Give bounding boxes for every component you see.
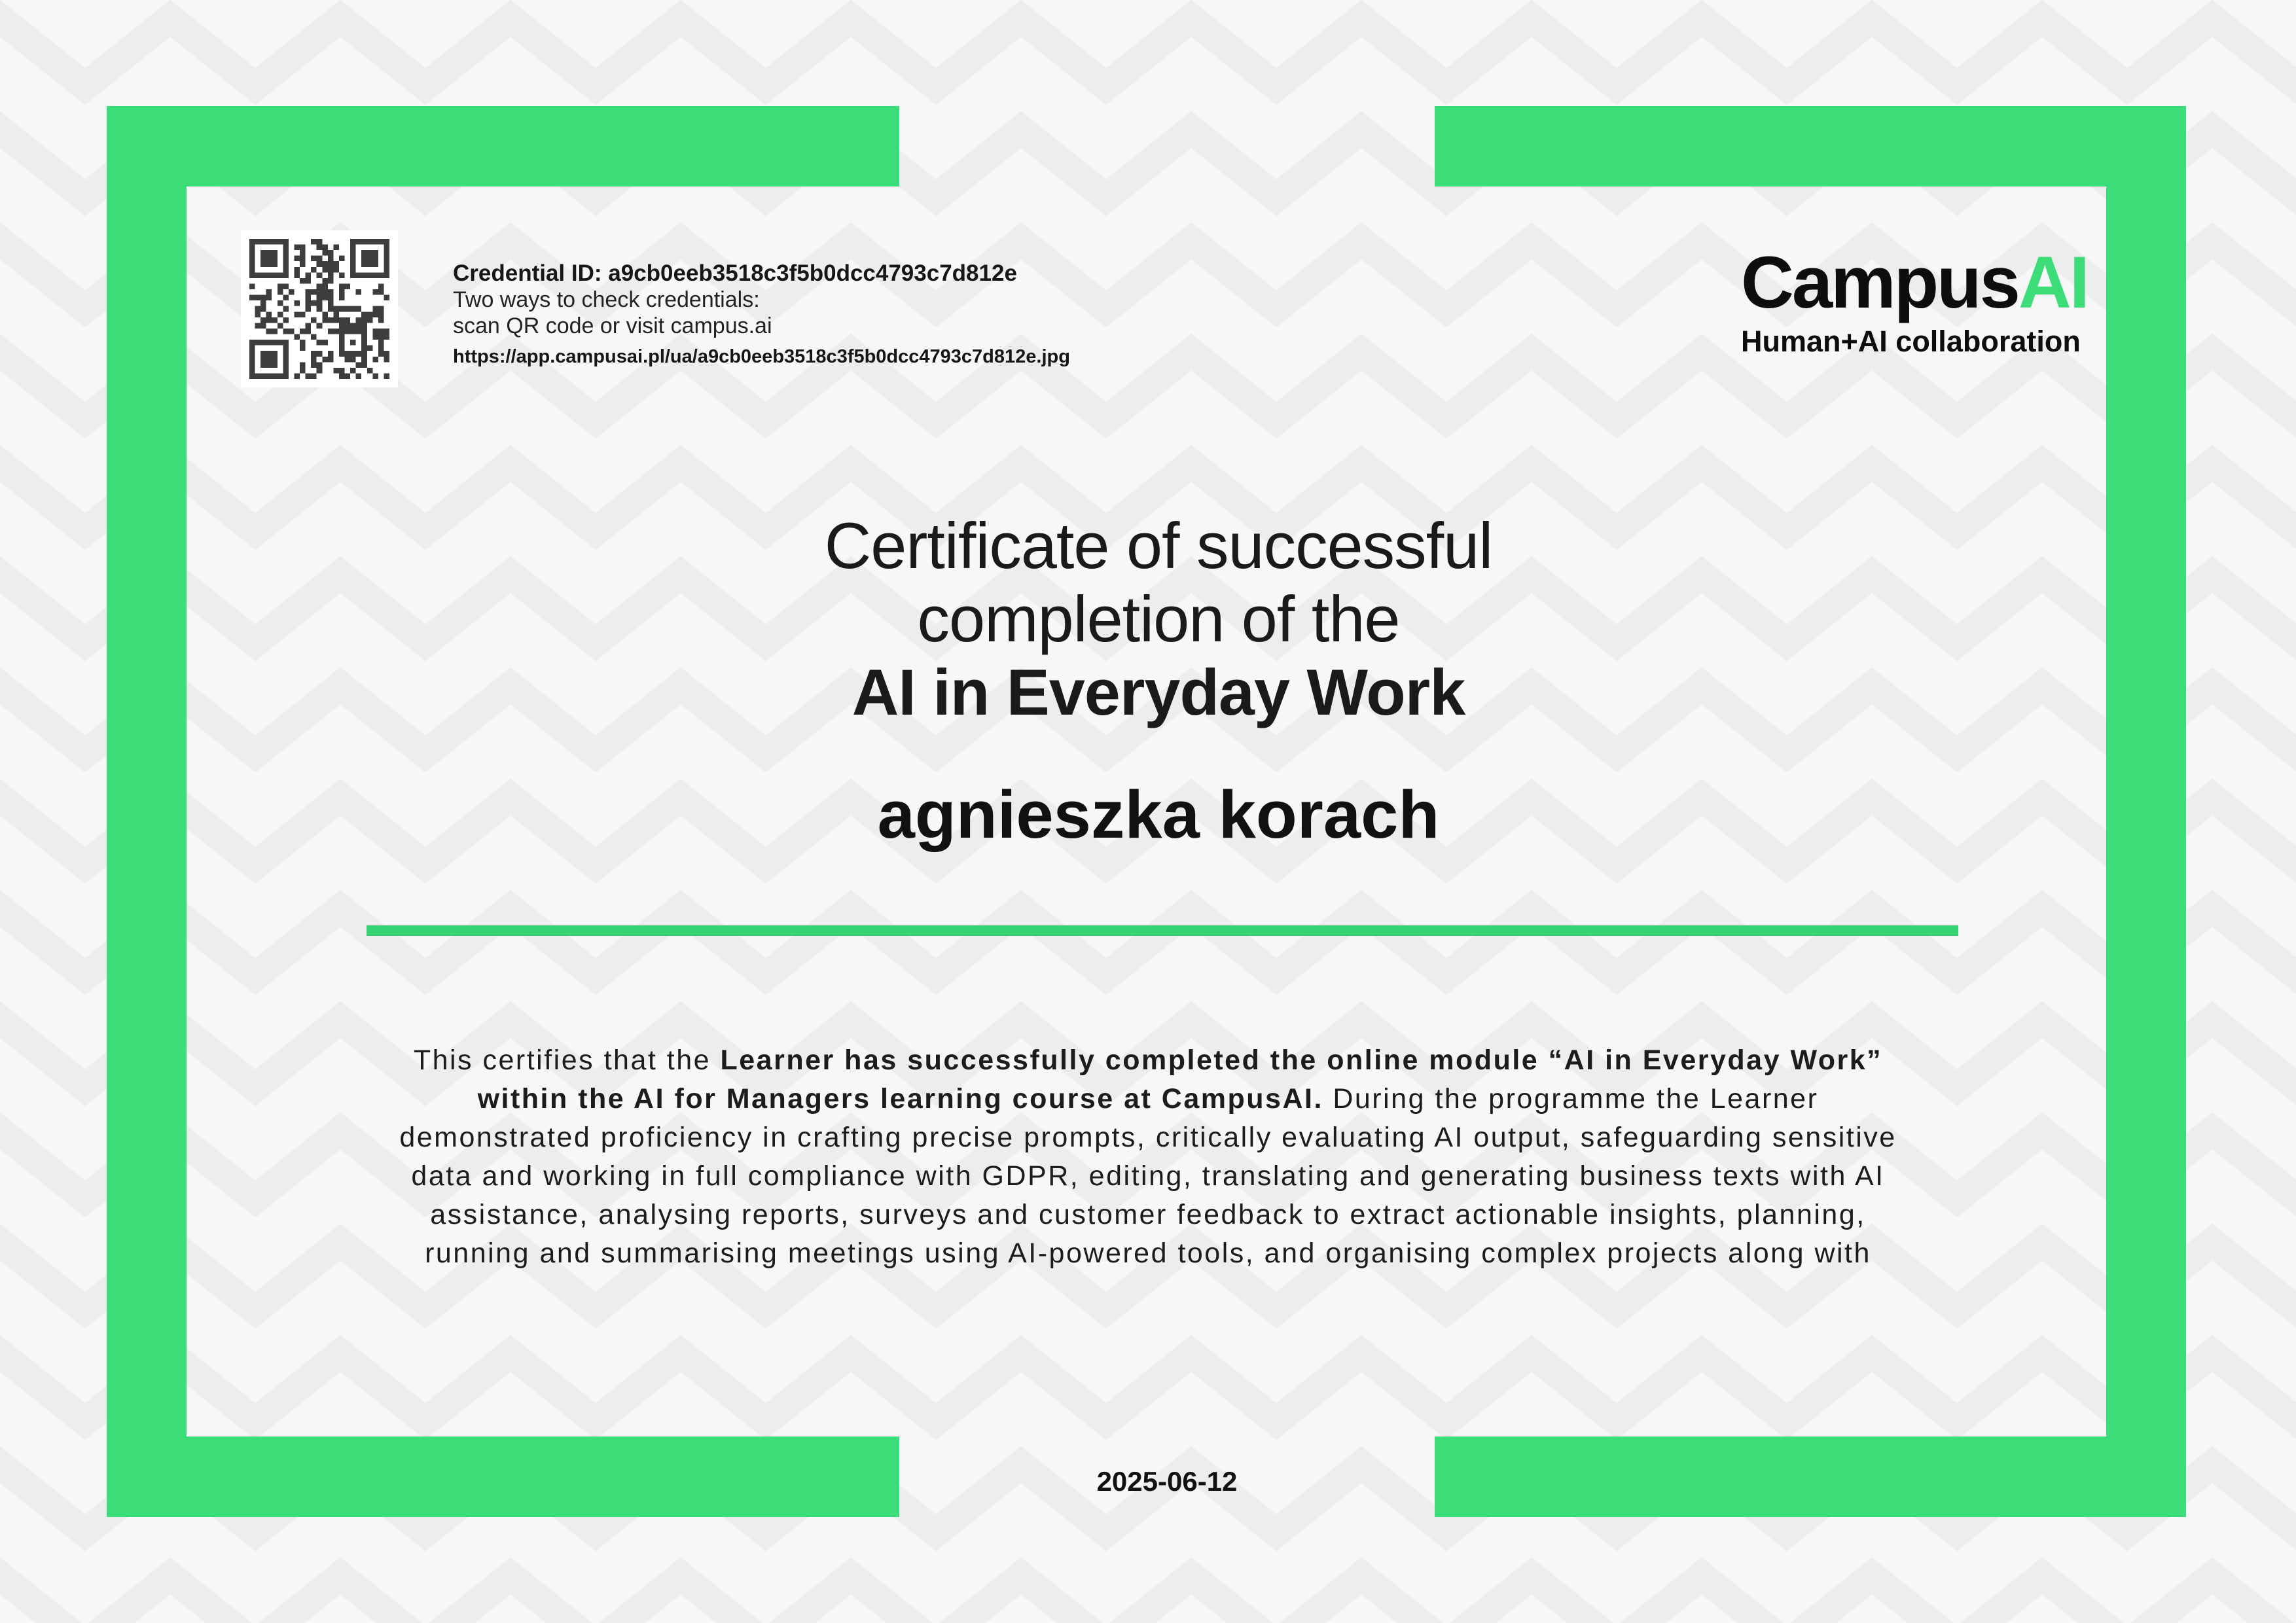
- frame-bottom-right-arm: [1435, 1436, 2186, 1517]
- qr-code: [241, 230, 398, 387]
- body-rest: During the programme the Learner demonstrated proficiency in crafting precise prompts, critically evaluating AI output, safeguarding sensitive data and working in full compliance with GDPR, editing, translating and generating business texts with AI assistance, analysing reports, surveys and customer feedback to extract actionable insights, planning, running and summarising meetings using AI-powered tools, and organising complex projects along with: [399, 1083, 1897, 1269]
- qr-code-icon: [249, 239, 389, 379]
- recipient-name: agnieszka korach: [877, 777, 1440, 852]
- campusai-logo: [1741, 241, 2199, 359]
- certificate-title: [21, 509, 2296, 729]
- credential-check-line2: scan QR code or visit campus.ai: [453, 313, 772, 338]
- body-intro: This certifies that the: [413, 1044, 721, 1076]
- frame-bottom-left-arm: [107, 1436, 899, 1517]
- credential-id: Credential ID: a9cb0eeb3518c3f5b0dcc4793c7d812e: [453, 260, 1017, 286]
- course-name: AI in Everyday Work: [852, 656, 1465, 728]
- issue-date: 2025-06-12: [1096, 1466, 1238, 1497]
- credential-info: [453, 260, 1070, 370]
- logo-tagline: Human+AI collaboration: [1741, 325, 2081, 358]
- logo-ai-text: AI: [2018, 241, 2088, 323]
- title-line1: Certificate of successful: [824, 509, 1493, 582]
- credential-check-line1: Two ways to check credentials:: [453, 287, 760, 312]
- certificate-body-text: [395, 1041, 1901, 1273]
- green-divider-line: [367, 925, 1958, 936]
- frame-top-right-arm: [1435, 106, 2186, 187]
- frame-top-left-arm: [107, 106, 899, 187]
- campusai-wordmark: [1741, 241, 2199, 323]
- credential-url: https://app.campusai.pl/ua/a9cb0eeb3518c3f5b0dcc4793c7d812e.jpg: [453, 346, 1070, 367]
- title-line2: completion of the: [917, 582, 1400, 655]
- body-bold: Learner has successfully completed the online module “AI in Everyday Work” within the AI for Managers learning course at CampusAI.: [477, 1044, 1883, 1115]
- logo-campus-text: Campus: [1741, 241, 2018, 323]
